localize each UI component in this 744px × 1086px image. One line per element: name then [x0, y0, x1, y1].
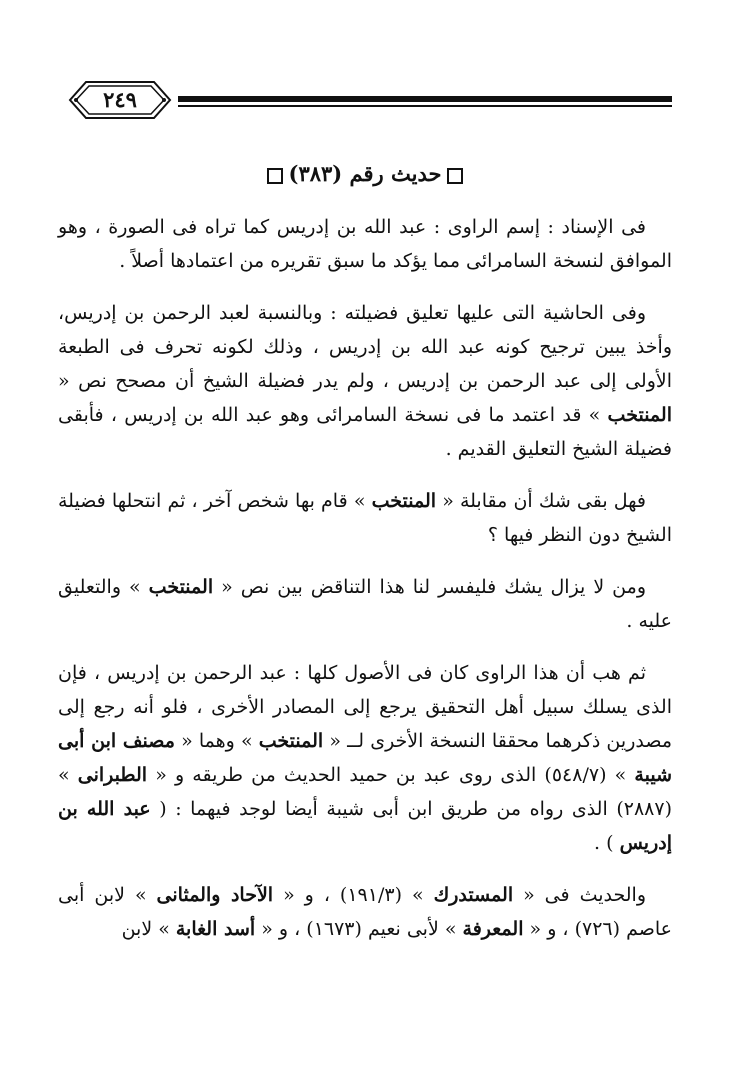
header-rule — [178, 96, 672, 102]
page-number: ٢٤٩ — [103, 87, 137, 112]
square-bullet-icon — [447, 168, 463, 184]
header-rule-thin — [178, 105, 672, 107]
paragraph: فى الإسناد : إسم الراوى : عبد الله بن إدريس كما تراه فى الصورة ، وهو الموافق لنسخة السامرائى مما يؤكد ما سبق تقريره من اعتمادها أصلاً . — [58, 216, 672, 272]
paragraph: والحديث فى « المستدرك » (١٩١/٣) ، و « الآحاد والمثانى » لابن أبى عاصم (٧٢٦) ، و « المعرفة » لأبى نعيم (١٦٧٣) ، و « أسد الغابة » لابن — [58, 884, 672, 940]
paragraph: فهل بقى شك أن مقابلة « المنتخب » قام بها شخص آخر ، ثم انتحلها فضيلة الشيخ دون النظر فيها ؟ — [58, 490, 672, 546]
book-title: المنتخب — [607, 404, 672, 426]
book-title: المنتخب — [258, 730, 324, 752]
book-title: المعرفة — [462, 918, 524, 940]
book-title: المنتخب — [148, 576, 214, 598]
book-title: الآحاد والمثانى — [156, 884, 274, 906]
hadith-heading — [58, 156, 672, 192]
paragraph: ثم هب أن هذا الراوى كان فى الأصول كلها : عبد الرحمن بن إدريس ، فإن الذى يسلك سبيل أهل التحقيق يرجع إلى المصادر الأخرى ، فلو أنه رجع إلى مصدرين ذكرهما محققا النسخة الأخرى لــ « المنتخب » وهما « مصنف ابن أبى شيبة » (٥٤٨/٧) الذى روى عبد بن حميد الحديث من طريقه و « الطبرانى » (٢٨٨٧) الذى رواه من طريق ابن أبى شيبة أيضا لوجد فيهما : ( عبد الله بن إدريس ) . — [58, 662, 672, 854]
hadith-heading-text: حديث رقم (٣٨٣) — [288, 161, 442, 186]
book-title: المنتخب — [371, 490, 437, 512]
paragraph: وفى الحاشية التى عليها تعليق فضيلته : وبالنسبة لعبد الرحمن بن إدريس، وأخذ يبين ترجيح كونه عبد الله بن إدريس ، وذلك لكونه تحرف فى الطبعة الأولى إلى عبد الرحمن بن إدريس ، ولم يدر فضيلة الشيخ أن مصحح نص « المنتخب » قد اعتمد ما فى نسخة السامرائى وهو عبد الله بن إدريس ، فأبقى فضيلة الشيخ التعليق القديم . — [58, 302, 672, 460]
page-header — [0, 0, 744, 140]
page-content — [58, 150, 672, 964]
narrator-name: عبد الله بن إدريس — [58, 798, 672, 854]
paragraph: ومن لا يزال يشك فليفسر لنا هذا التناقض بين نص « المنتخب » والتعليق عليه . — [58, 576, 672, 632]
page-number-badge — [68, 78, 172, 122]
book-title: أسد الغابة — [175, 918, 256, 940]
book-title: الطبرانى — [77, 764, 148, 786]
square-bullet-icon — [267, 168, 283, 184]
book-title: مصنف ابن أبى شيبة — [58, 730, 672, 786]
book-title: المستدرك — [433, 884, 514, 906]
